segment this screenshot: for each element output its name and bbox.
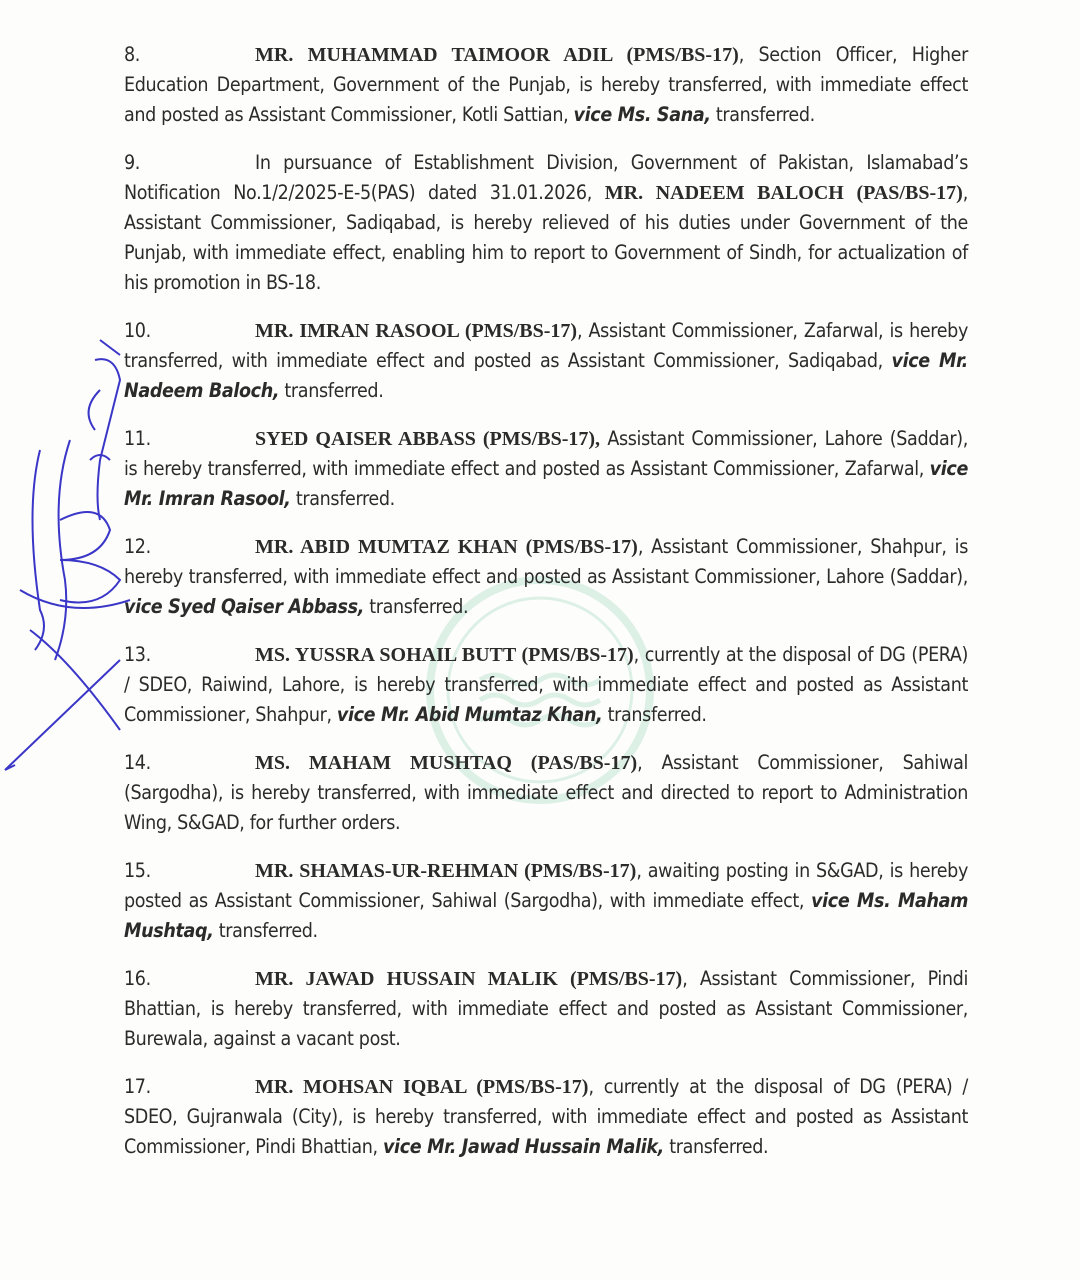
paragraph-number: 12. [124, 535, 151, 558]
paragraph-number: 13. [124, 643, 151, 666]
vice-officer: vice Syed Qaiser Abbass, [124, 595, 365, 618]
paragraph-text: , currently at the disposal of DG (PERA) / SDEO, Raiwind, Lahore, is hereby transferred, with immediate effect and posted as Assistant Commissioner, Shahpur, [124, 643, 968, 726]
vice-officer: vice Mr. Imran Rasool, [124, 457, 968, 510]
vice-officer: vice Mr. Nadeem Baloch, [124, 349, 968, 402]
paragraph-number: 15. [124, 859, 151, 882]
paragraph-text: , Assistant Commissioner, Sadiqabad, is hereby relieved of his duties under Government of the Punjab, with immediate effect, enabling him to report to Government of Sindh, for actualization of his promotion in BS-18. [124, 181, 969, 294]
paragraph-tail: transferred. [710, 103, 815, 126]
order-paragraph [124, 640, 968, 730]
vice-officer: vice Mr. Jawad Hussain Malik, [382, 1135, 664, 1158]
officer-name: MR. SHAMAS-UR-REHMAN (PMS/BS-17) [255, 860, 637, 882]
paragraph-text: Assistant Commissioner, Lahore (Saddar), is hereby transferred, with immediate effect and posted as Assistant Commissioner, Zafarwal, [124, 427, 968, 480]
order-paragraph [124, 40, 968, 130]
notification-body [124, 40, 968, 1180]
paragraph-number: 17. [124, 1075, 151, 1098]
paragraph-number: 9. [124, 151, 141, 174]
paragraph-preamble: In pursuance of Establishment Division, Government of Pakistan, Islamabad’s Notification No.1/2/2025-E-5(PAS) dated 31.01.2026, [124, 151, 968, 204]
paragraph-text: , awaiting posting in S&GAD, is hereby posted as Assistant Commissioner, Sahiwal (Sargodha), with immediate effect, [124, 859, 968, 912]
paragraph-tail: transferred. [663, 1135, 769, 1158]
officer-name: MS. MAHAM MUSHTAQ (PAS/BS-17) [255, 752, 638, 774]
order-paragraph [124, 316, 968, 406]
order-paragraph [124, 532, 968, 622]
paragraph-text: , Section Officer, Higher Education Department, Government of the Punjab, is hereby transferred, with immediate effect and posted as Assistant Commissioner, Kotli Sattian, [124, 43, 968, 126]
vice-officer: vice Ms. Maham Mushtaq, [124, 889, 968, 942]
order-paragraph [124, 148, 968, 298]
paragraph-text: , currently at the disposal of DG (PERA) / SDEO, Gujranwala (City), is hereby transferred, with immediate effect and posted as Assistant Commissioner, Pindi Bhattian, [124, 1075, 968, 1158]
officer-name: MR. JAWAD HUSSAIN MALIK (PMS/BS-17) [255, 968, 683, 990]
order-paragraph [124, 424, 968, 514]
order-paragraph [124, 856, 968, 946]
order-paragraph [124, 964, 968, 1054]
paragraph-number: 11. [124, 427, 151, 450]
paragraph-number: 8. [124, 43, 141, 66]
officer-name: MR. ABID MUMTAZ KHAN (PMS/BS-17) [255, 536, 638, 558]
officer-name: MS. YUSSRA SOHAIL BUTT (PMS/BS-17) [255, 644, 634, 666]
paragraph-tail: transferred. [213, 919, 318, 942]
paragraph-number: 10. [124, 319, 151, 342]
paragraph-number: 14. [124, 751, 151, 774]
paragraph-tail: transferred. [602, 703, 707, 726]
paragraph-number: 16. [124, 967, 151, 990]
officer-name: MR. MOHSAN IQBAL (PMS/BS-17) [255, 1076, 589, 1098]
paragraph-tail: transferred. [364, 595, 469, 618]
order-paragraph [124, 748, 968, 838]
vice-officer: vice Mr. Abid Mumtaz Khan, [336, 703, 603, 726]
paragraph-text: , Assistant Commissioner, Shahpur, is hereby transferred, with immediate effect and posted as Assistant Commissioner, Lahore (Saddar), [124, 535, 968, 588]
order-paragraph [124, 1072, 968, 1162]
paragraph-text: , Assistant Commissioner, Sahiwal (Sargodha), is hereby transferred, with immediate effect and directed to report to Administration Wing, S&GAD, for further orders. [124, 751, 968, 834]
paragraph-text: , Assistant Commissioner, Pindi Bhattian, is hereby transferred, with immediate effect and posted as Assistant Commissioner, Burewala, against a vacant post. [124, 967, 968, 1050]
paragraph-text: , Assistant Commissioner, Zafarwal, is hereby transferred, with immediate effect and posted as Assistant Commissioner, Sadiqabad, [124, 319, 968, 372]
vice-officer: vice Ms. Sana, [573, 103, 711, 126]
handwritten-signature [0, 330, 140, 790]
officer-name: MR. NADEEM BALOCH (PAS/BS-17) [604, 182, 963, 204]
paragraph-tail: transferred. [279, 379, 384, 402]
officer-name: MR. MUHAMMAD TAIMOOR ADIL (PMS/BS-17) [255, 44, 739, 66]
officer-name: SYED QAISER ABBASS (PMS/BS-17), [255, 428, 601, 450]
paragraph-tail: transferred. [290, 487, 395, 510]
officer-name: MR. IMRAN RASOOL (PMS/BS-17) [255, 320, 578, 342]
